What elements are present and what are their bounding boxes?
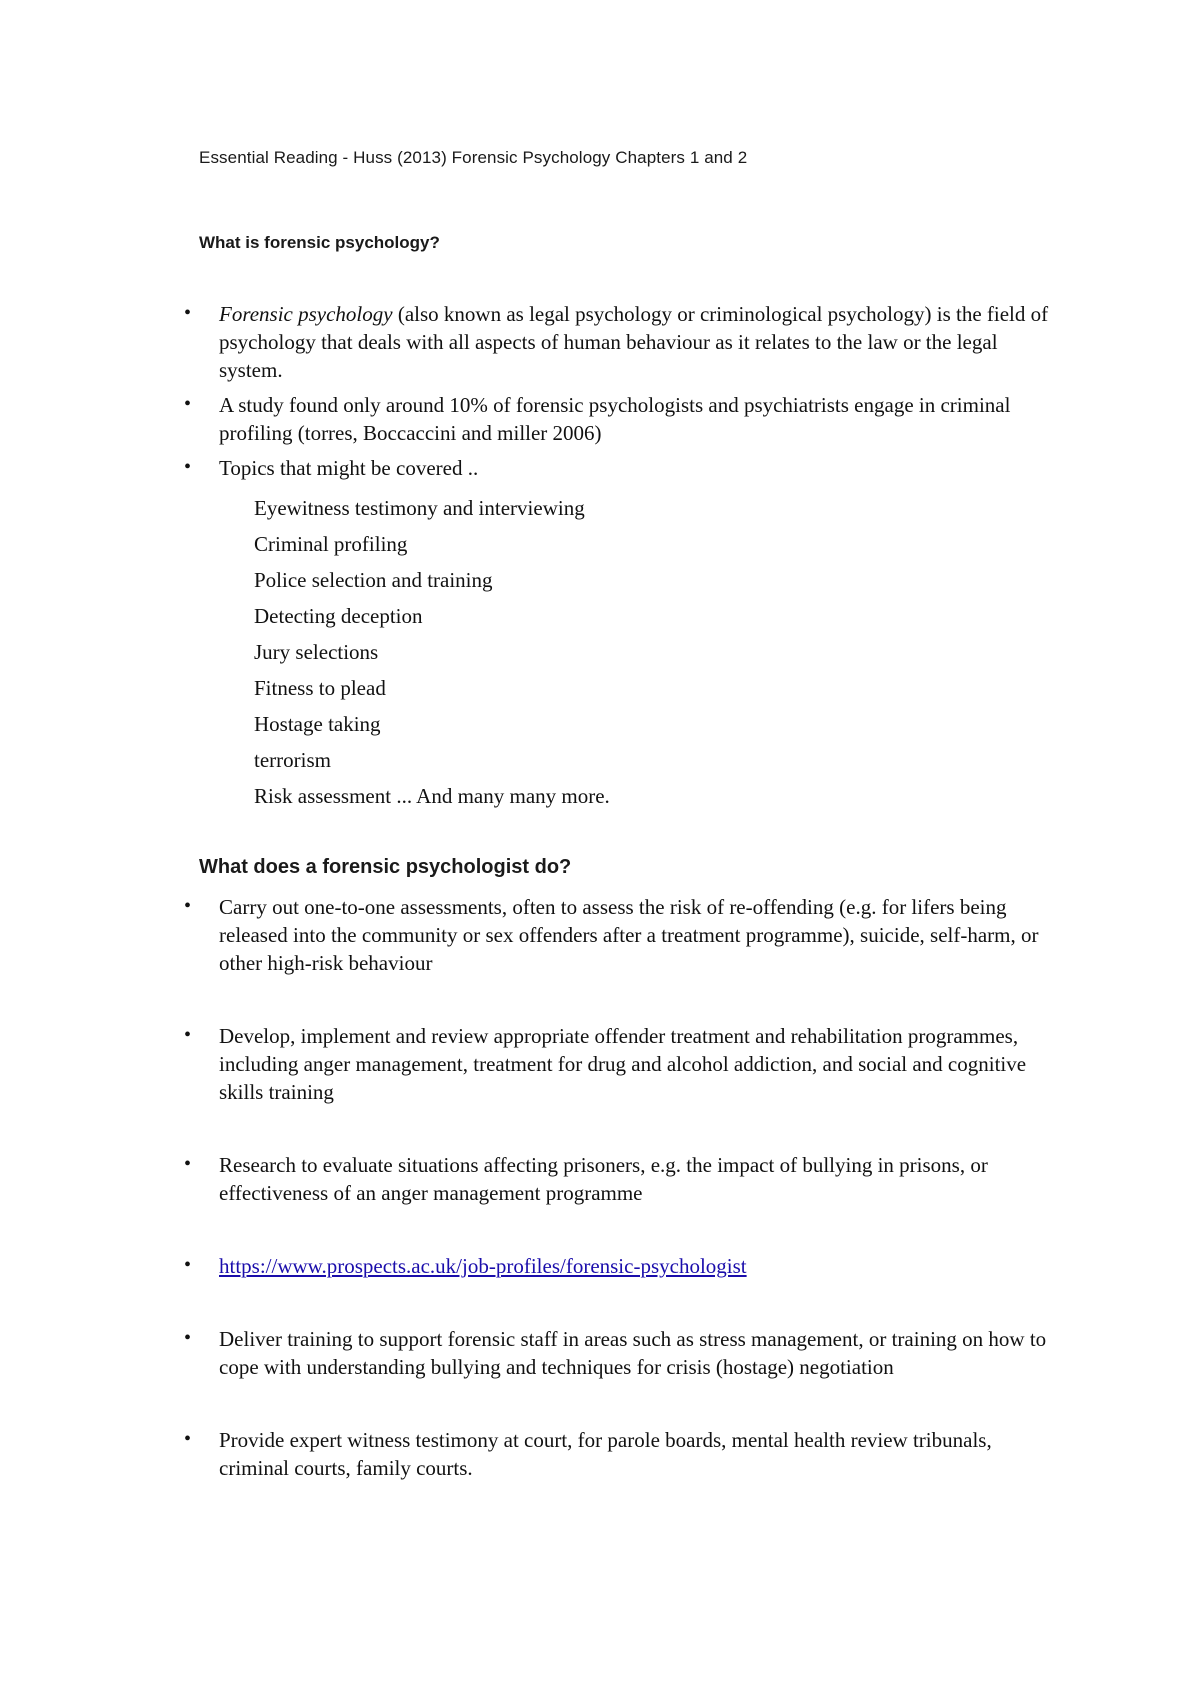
list-item <box>184 893 1064 977</box>
topics-list <box>254 490 610 814</box>
bullet-text: Carry out one-to-one assessments, often to assess the risk of re-offending (e.g. for lifers being released into the community or sex offenders after a treatment programme), suicide, self-harm, or other high-risk behaviour <box>219 895 1039 975</box>
topic-item: Fitness to plead <box>254 676 386 700</box>
bullet-icon: • <box>184 456 192 478</box>
topic-item: Criminal profiling <box>254 532 408 556</box>
bullet-icon: • <box>184 1327 192 1349</box>
list-item <box>184 1151 1064 1207</box>
list-item <box>184 1325 1064 1381</box>
bullet-icon: • <box>184 1024 192 1046</box>
bullet-text: Provide expert witness testimony at court, for parole boards, mental health review tribunals, criminal courts, family courts. <box>219 1428 992 1480</box>
prospects-link[interactable]: https://www.prospects.ac.uk/job-profiles/forensic-psychologist <box>219 1254 747 1278</box>
list-item <box>184 1022 1064 1106</box>
topic-item: Police selection and training <box>254 568 493 592</box>
list-item <box>184 300 1064 384</box>
bullet-icon: • <box>184 1153 192 1175</box>
bullet-icon: • <box>184 1254 192 1276</box>
emphasized-term: Forensic psychology <box>219 302 393 326</box>
bullet-text: Topics that might be covered .. <box>219 456 479 480</box>
bullet-icon: • <box>184 393 192 415</box>
bullet-icon: • <box>184 895 192 917</box>
topic-item: Eyewitness testimony and interviewing <box>254 496 585 520</box>
list-item <box>184 454 1064 482</box>
bullet-text: Deliver training to support forensic staff in areas such as stress management, or training on how to cope with understanding bullying and techniques for crisis (hostage) negotiation <box>219 1327 1047 1379</box>
bullet-text <box>219 302 1048 382</box>
topic-item: Jury selections <box>254 640 379 664</box>
list-item <box>184 1426 1064 1482</box>
section2-bullet-list <box>184 893 1064 1482</box>
section-heading-what-does: What does a forensic psychologist do? <box>199 856 572 878</box>
list-item <box>184 1252 1064 1280</box>
bullet-icon: • <box>184 302 192 324</box>
bullet-icon: • <box>184 1428 192 1450</box>
topic-item: Hostage taking <box>254 712 381 736</box>
bullet-text: Develop, implement and review appropriate offender treatment and rehabilitation programmes, including anger management, treatment for drug and alcohol addiction, and social and cognitive skills training <box>219 1024 1027 1104</box>
topic-item: Detecting deception <box>254 604 423 628</box>
section1-bullet-list <box>184 300 1064 482</box>
bullet-text-rest: (also known as legal psychology or criminological psychology) is the field of psychology that deals with all aspects of human behaviour as it relates to the law or the legal system. <box>219 302 1049 382</box>
topic-item: Risk assessment ... And many many more. <box>254 784 610 808</box>
list-item <box>184 391 1064 447</box>
topic-item: terrorism <box>254 748 331 772</box>
section-heading-what-is: What is forensic psychology? <box>199 233 440 252</box>
document-title: Essential Reading - Huss (2013) Forensic Psychology Chapters 1 and 2 <box>199 148 748 167</box>
bullet-text: A study found only around 10% of forensic psychologists and psychiatrists engage in criminal profiling (torres, Boccaccini and miller 2006) <box>219 393 1011 445</box>
bullet-text: Research to evaluate situations affecting prisoners, e.g. the impact of bullying in prisons, or effectiveness of an anger management programme <box>219 1153 988 1205</box>
